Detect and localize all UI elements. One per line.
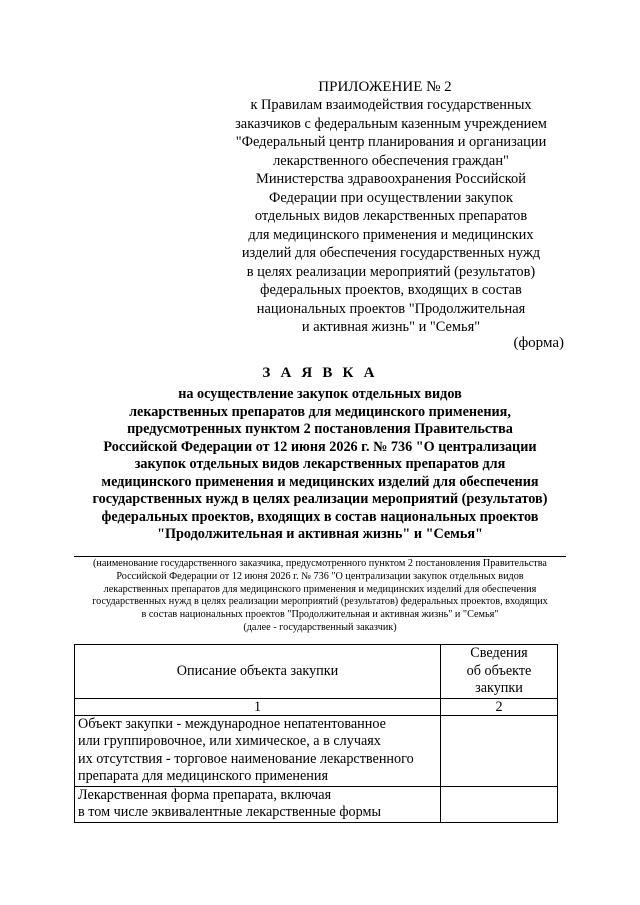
appendix-reference <box>218 96 564 337</box>
application-subject-line: на осуществление закупок отдельных видов <box>178 386 462 402</box>
row-label-line: их отсутствия - торговое наименование лекарственного <box>78 750 414 767</box>
appendix-line: к Правилам взаимодействия государственных <box>250 97 532 113</box>
application-subject-line: лекарственных препаратов для медицинского применения, <box>129 403 511 420</box>
customer-caption-line: государственных нужд в целях реализации мероприятий (результатов) федеральных проектов, входящих <box>92 596 548 608</box>
appendix-line: в целях реализации мероприятий (результатов) <box>246 263 536 280</box>
application-subject <box>60 386 580 544</box>
application-subject-line: медицинского применения и медицинских изделий для обеспечения <box>101 473 539 490</box>
customer-caption-line: лекарственных препаратов для медицинского применения и медицинских изделий для обеспечения <box>103 583 537 595</box>
row-label-line: в том числе эквивалентные лекарственные формы <box>78 804 381 820</box>
customer-caption-line: в состав национальных проектов "Продолжительная и активная жизнь" и "Семья" <box>141 609 499 621</box>
row-value-dosage-form[interactable] <box>441 786 558 822</box>
appendix-line: "Федеральный центр планирования и организации <box>235 134 547 150</box>
row-label-line: Лекарственная форма препарата, включая <box>78 786 332 803</box>
appendix-line: и активная жизнь" и "Семья" <box>301 319 481 335</box>
appendix-line: лекарственного обеспечения граждан" <box>273 152 509 169</box>
column-header-line: закупки <box>475 680 523 696</box>
row-label-line: Объект закупки - международное непатентованное <box>78 715 386 732</box>
application-subject-line: предусмотренных пунктом 2 постановления Правительства <box>127 421 513 437</box>
column-header-object-info <box>441 645 558 699</box>
table-row <box>75 786 558 822</box>
column-number-row <box>75 698 558 715</box>
row-label-dosage-form <box>75 786 441 822</box>
customer-caption-line: Российской Федерации от 12 июня 2026 г. № 736 "О централизации закупок отдельных видов <box>116 570 524 582</box>
row-label-line: препарата для медицинского применения <box>78 768 328 784</box>
appendix-line: изделий для обеспечения государственных нужд <box>241 245 541 261</box>
customer-name-line[interactable] <box>74 556 566 557</box>
customer-name-caption <box>74 558 566 635</box>
appendix-line: для медицинского применения и медицинских <box>248 226 534 243</box>
customer-caption-line: (далее - государственный заказчик) <box>243 621 397 633</box>
row-value-procurement-object[interactable] <box>441 715 558 786</box>
table-row <box>75 715 558 786</box>
application-subject-line: закупок отдельных видов лекарственных препаратов для <box>134 456 506 472</box>
table-header-row <box>75 645 558 699</box>
procurement-object-table <box>74 644 558 823</box>
row-label-procurement-object <box>75 715 441 786</box>
appendix-line: Федерации при осуществлении закупок <box>268 189 514 206</box>
appendix-title: ПРИЛОЖЕНИЕ № 2 <box>318 79 452 95</box>
appendix-line: национальных проектов "Продолжительная <box>256 300 526 317</box>
appendix-line: федеральных проектов, входящих в состав <box>260 282 522 298</box>
appendix-line: заказчиков с федеральным казенным учреждением <box>235 115 547 132</box>
column-header-line: Сведения <box>470 645 528 661</box>
application-subject-line: государственных нужд в целях реализации мероприятий (результатов) <box>92 491 548 507</box>
form-note: (форма) <box>513 335 564 351</box>
column-number: 2 <box>441 698 558 715</box>
application-subject-line: федеральных проектов, входящих в состав национальных проектов <box>101 508 539 525</box>
column-header-description: Описание объекта закупки <box>75 645 441 699</box>
appendix-line: отдельных видов лекарственных препаратов <box>254 208 528 224</box>
application-heading: З А Я В К А <box>262 365 378 381</box>
customer-caption-line: (наименование государственного заказчика, предусмотренного пунктом 2 постановления Правительства <box>93 558 547 569</box>
application-subject-line: "Продолжительная и активная жизнь" и "Семья" <box>157 526 483 542</box>
column-header-line: об объекте <box>466 662 532 679</box>
application-subject-line: Российской Федерации от 12 июня 2026 г. № 736 "О централизации <box>103 438 537 455</box>
appendix-line: Министерства здравоохранения Российской <box>256 171 526 187</box>
row-label-line: или группировочное, или химическое, а в случаях <box>78 733 381 749</box>
column-number: 1 <box>75 698 441 715</box>
